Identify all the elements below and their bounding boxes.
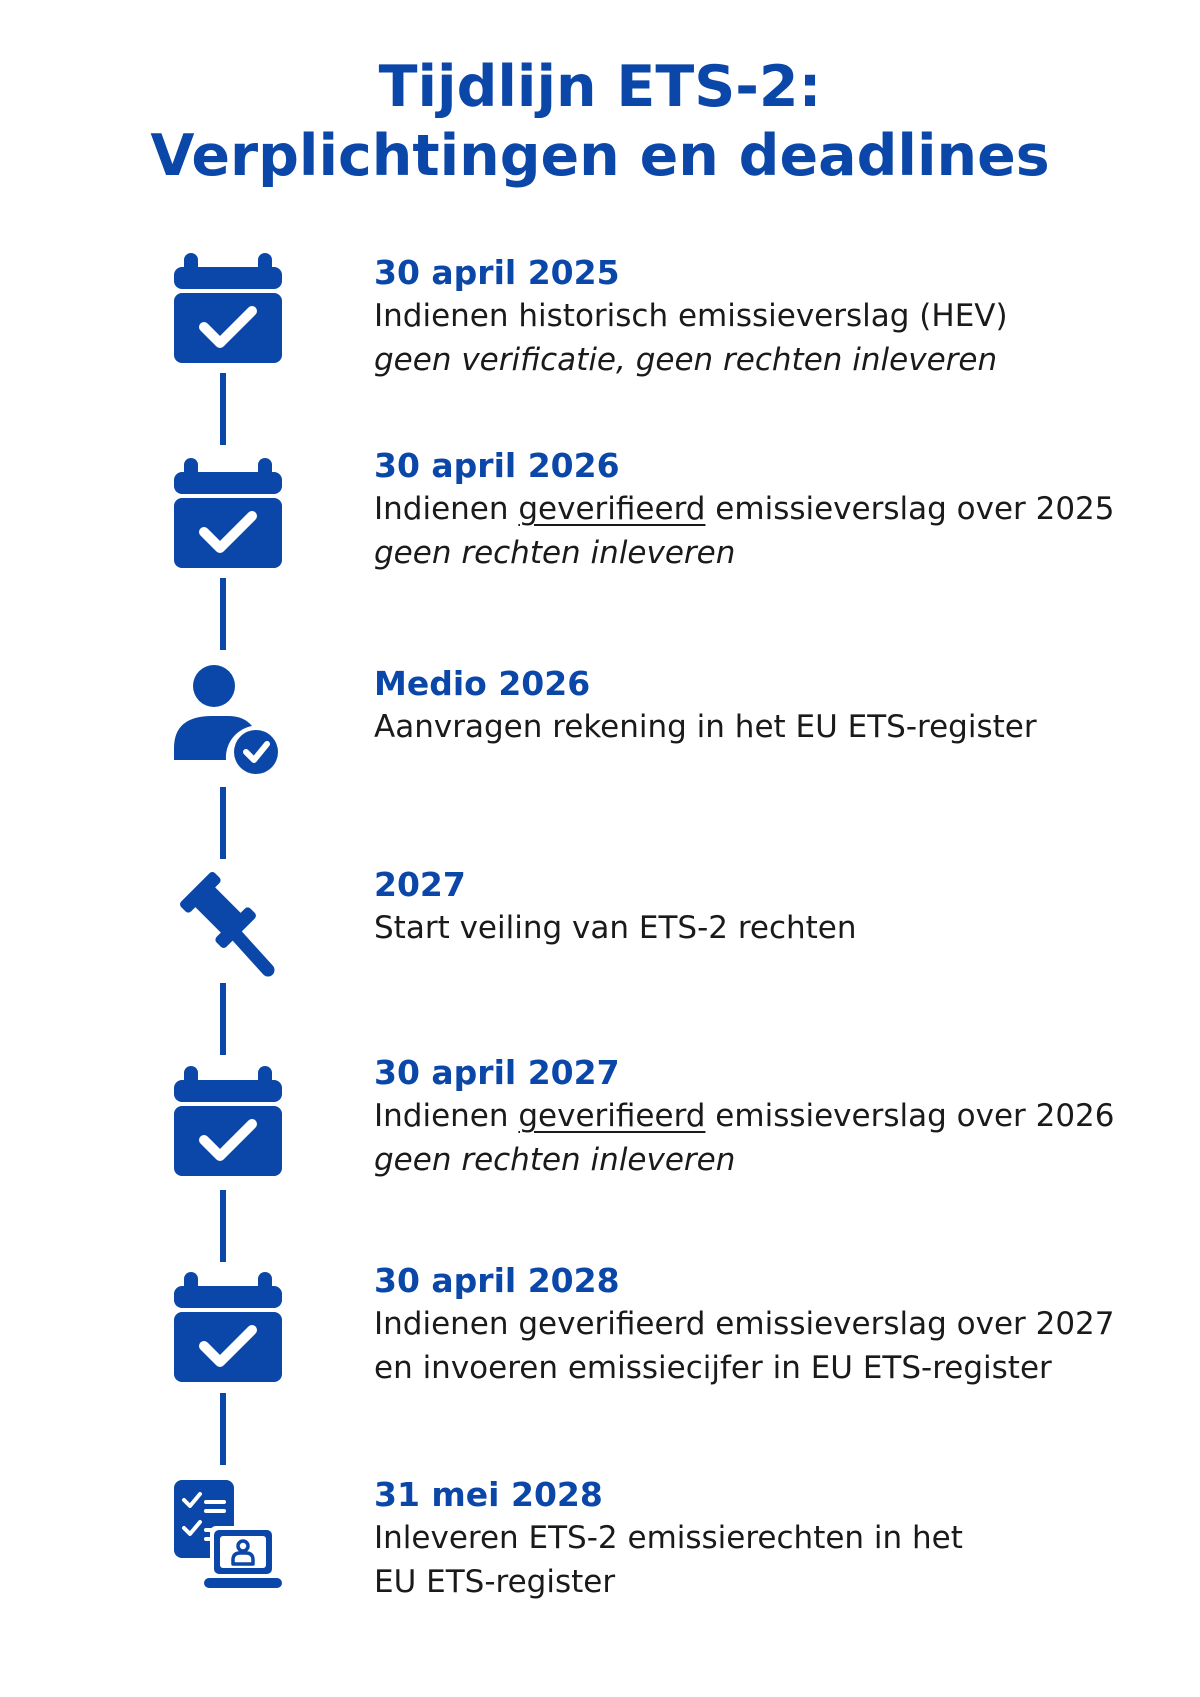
item-date: Medio 2026 <box>374 664 591 703</box>
item-description: Indienen historisch emissieverslag (HEV) <box>374 298 1008 334</box>
user-check-icon <box>174 664 282 774</box>
calendar-check-icon <box>174 1066 282 1176</box>
timeline-connector <box>220 1190 226 1262</box>
item-note: geen verificatie, geen rechten inleveren <box>374 342 998 378</box>
timeline-connector <box>220 787 226 859</box>
item-date: 31 mei 2028 <box>374 1475 603 1514</box>
item-description: Indienen geverifieerd emissieverslag over 2027 <box>374 1306 1115 1342</box>
item-description-continued: EU ETS-register <box>374 1564 616 1600</box>
timeline-item-4 <box>374 864 1174 950</box>
timeline-connector <box>220 578 226 650</box>
calendar-check-icon <box>174 1272 282 1382</box>
item-description <box>374 1094 1174 1138</box>
item-description-underlined: geverifieerd <box>518 1098 706 1134</box>
item-description-underlined: geverifieerd <box>518 491 706 527</box>
page-title-line-2: Verplichtingen en deadlines <box>150 123 1050 189</box>
item-description-continued: en invoeren emissiecijfer in EU ETS-register <box>374 1350 1052 1386</box>
item-description: Start veiling van ETS-2 rechten <box>374 910 857 946</box>
page-title-line-1: Tijdlijn ETS-2: <box>378 54 822 120</box>
timeline-connector <box>220 373 226 445</box>
timeline-item-3 <box>374 663 1174 749</box>
checklist-laptop-user-icon <box>174 1480 282 1590</box>
item-date: 30 april 2027 <box>374 1053 620 1092</box>
timeline-item-2 <box>374 445 1174 575</box>
item-date: 2027 <box>374 865 466 904</box>
item-description: Aanvragen rekening in het EU ETS-register <box>374 709 1037 745</box>
timeline-item-5 <box>374 1052 1174 1182</box>
item-description-start: Indienen <box>374 1098 519 1134</box>
item-note: geen rechten inleveren <box>374 1142 736 1178</box>
item-description: Inleveren ETS-2 emissierechten in het <box>374 1520 963 1556</box>
gavel-icon <box>174 870 282 980</box>
item-description-end: emissieverslag over 2025 <box>705 491 1115 527</box>
item-date: 30 april 2025 <box>374 253 620 292</box>
timeline-item-6 <box>374 1260 1174 1390</box>
item-description-start: Indienen <box>374 491 519 527</box>
item-note: geen rechten inleveren <box>374 535 736 571</box>
timeline-connector <box>220 1393 226 1465</box>
calendar-check-icon <box>174 253 282 363</box>
item-date: 30 april 2026 <box>374 446 620 485</box>
timeline-item-1 <box>374 252 1174 382</box>
item-description-end: emissieverslag over 2026 <box>705 1098 1115 1134</box>
timeline-item-7 <box>374 1474 1174 1604</box>
item-date: 30 april 2028 <box>374 1261 620 1300</box>
calendar-check-icon <box>174 458 282 568</box>
timeline-connector <box>220 983 226 1055</box>
item-description <box>374 487 1174 531</box>
